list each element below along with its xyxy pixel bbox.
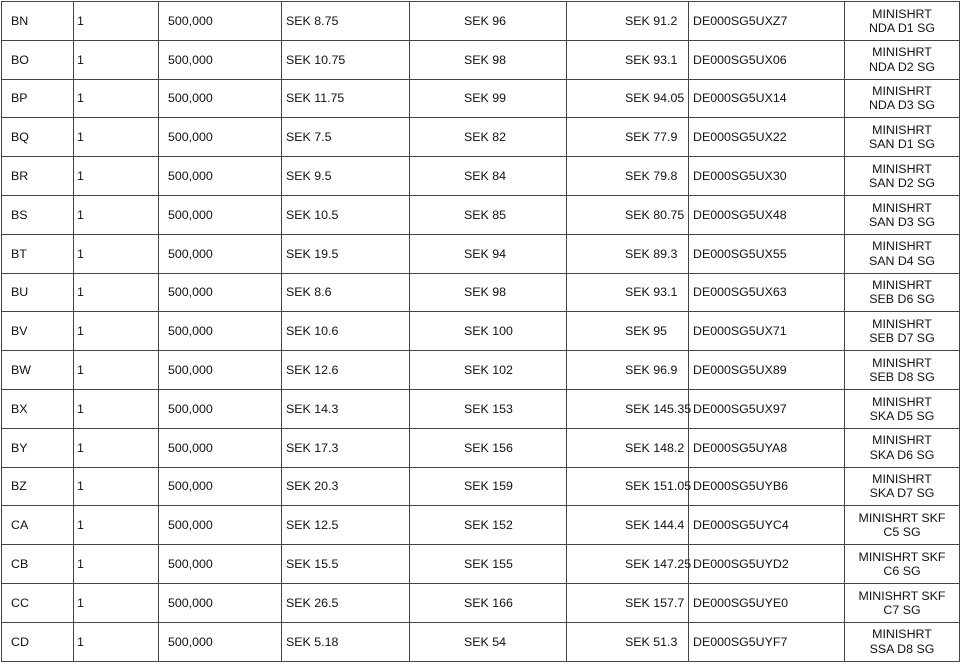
product-name-cell: [845, 312, 960, 351]
series-code-cell: BP: [2, 79, 74, 118]
cap-cell: SEK 96: [410, 2, 567, 41]
product-name-line2: SSA D8 SG: [869, 641, 935, 656]
ratio-cell: 1: [74, 506, 159, 545]
cap-cell: SEK 102: [410, 351, 567, 390]
amount-cell: 500,000: [159, 545, 282, 584]
amount-cell: 500,000: [159, 234, 282, 273]
table-row: [2, 118, 960, 157]
product-name-cell: [845, 118, 960, 157]
ratio-cell: 1: [74, 2, 159, 41]
product-name-line2: SKA D7 SG: [869, 486, 935, 501]
isin-cell: DE000SG5UYE0: [689, 583, 845, 622]
table-row: [2, 622, 960, 661]
table-row: [2, 467, 960, 506]
strike-cell: SEK 8.75: [282, 2, 410, 41]
isin-cell: DE000SG5UX22: [689, 118, 845, 157]
isin-cell: DE000SG5UX55: [689, 234, 845, 273]
barrier-cell: SEK 51.3: [567, 622, 689, 661]
strike-cell: SEK 9.5: [282, 157, 410, 196]
product-name-line2: SAN D3 SG: [868, 214, 936, 229]
product-name-line1: MINISHRT: [872, 355, 932, 370]
series-code-cell: BX: [2, 389, 74, 428]
cap-cell: SEK 156: [410, 428, 567, 467]
isin-cell: DE000SG5UX06: [689, 40, 845, 79]
series-code-cell: BV: [2, 312, 74, 351]
amount-cell: 500,000: [159, 389, 282, 428]
isin-cell: DE000SG5UX63: [689, 273, 845, 312]
product-name-line1: MINISHRT: [872, 472, 932, 487]
cap-cell: SEK 98: [410, 40, 567, 79]
ratio-cell: 1: [74, 467, 159, 506]
isin-cell: DE000SG5UX30: [689, 157, 845, 196]
product-name-line2: SAN D1 SG: [868, 137, 936, 152]
product-name-cell: [845, 428, 960, 467]
isin-cell: DE000SG5UYD2: [689, 545, 845, 584]
isin-cell: DE000SG5UYC4: [689, 506, 845, 545]
ratio-cell: 1: [74, 389, 159, 428]
series-code-cell: BO: [2, 40, 74, 79]
table-row: [2, 583, 960, 622]
product-name-cell: [845, 195, 960, 234]
strike-cell: SEK 7.5: [282, 118, 410, 157]
product-name-line2: SAN D4 SG: [868, 253, 936, 268]
barrier-cell: SEK 157.7: [567, 583, 689, 622]
product-name-cell: [845, 351, 960, 390]
isin-cell: DE000SG5UX48: [689, 195, 845, 234]
isin-cell: DE000SG5UX89: [689, 351, 845, 390]
series-code-cell: BR: [2, 157, 74, 196]
ratio-cell: 1: [74, 545, 159, 584]
barrier-cell: SEK 93.1: [567, 273, 689, 312]
product-name-line1: MINISHRT: [872, 278, 932, 293]
table-row: [2, 351, 960, 390]
ratio-cell: 1: [74, 157, 159, 196]
product-name-cell: [845, 545, 960, 584]
barrier-cell: SEK 91.2: [567, 2, 689, 41]
product-name-line1: MINISHRT: [872, 317, 932, 331]
series-code-cell: BS: [2, 195, 74, 234]
series-code-cell: CC: [2, 583, 74, 622]
ratio-cell: 1: [74, 583, 159, 622]
strike-cell: SEK 10.6: [282, 312, 410, 351]
product-name-line1: MINISHRT: [872, 45, 932, 60]
table-row: [2, 40, 960, 79]
amount-cell: 500,000: [159, 312, 282, 351]
cap-cell: SEK 155: [410, 545, 567, 584]
product-name-line1: MINISHRT SKF: [858, 510, 946, 525]
ratio-cell: 1: [74, 351, 159, 390]
table-row: [2, 506, 960, 545]
amount-cell: 500,000: [159, 583, 282, 622]
isin-cell: DE000SG5UYF7: [689, 622, 845, 661]
product-name-line2: SKA D6 SG: [869, 447, 935, 462]
cap-cell: SEK 85: [410, 195, 567, 234]
ratio-cell: 1: [74, 273, 159, 312]
table-row: [2, 234, 960, 273]
strike-cell: SEK 10.5: [282, 195, 410, 234]
barrier-cell: SEK 95: [567, 312, 689, 351]
product-name-line1: MINISHRT: [872, 200, 932, 215]
ratio-cell: 1: [74, 118, 159, 157]
barrier-cell: SEK 89.3: [567, 234, 689, 273]
strike-cell: SEK 8.6: [282, 273, 410, 312]
cap-cell: SEK 152: [410, 506, 567, 545]
product-name-line2: NDA D3 SG: [868, 98, 936, 113]
strike-cell: SEK 14.3: [282, 389, 410, 428]
ratio-cell: 1: [74, 79, 159, 118]
table-row: [2, 79, 960, 118]
barrier-cell: SEK 93.1: [567, 40, 689, 79]
product-name-line2: C7 SG: [883, 602, 921, 617]
product-name-line1: MINISHRT: [872, 433, 932, 448]
cap-cell: SEK 82: [410, 118, 567, 157]
isin-cell: DE000SG5UYB6: [689, 467, 845, 506]
ratio-cell: 1: [74, 234, 159, 273]
cap-cell: SEK 54: [410, 622, 567, 661]
barrier-cell: SEK 151.05: [567, 467, 689, 506]
barrier-cell: SEK 148.2: [567, 428, 689, 467]
product-name-cell: [845, 40, 960, 79]
cap-cell: SEK 153: [410, 389, 567, 428]
amount-cell: 500,000: [159, 157, 282, 196]
amount-cell: 500,000: [159, 79, 282, 118]
product-name-line1: MINISHRT SKF: [858, 588, 946, 603]
series-code-cell: CD: [2, 622, 74, 661]
product-name-cell: [845, 234, 960, 273]
product-name-line1: MINISHRT: [872, 123, 932, 138]
series-code-cell: BU: [2, 273, 74, 312]
strike-cell: SEK 10.75: [282, 40, 410, 79]
series-code-cell: BW: [2, 351, 74, 390]
product-name-cell: [845, 467, 960, 506]
product-name-cell: [845, 157, 960, 196]
ratio-cell: 1: [74, 428, 159, 467]
cap-cell: SEK 94: [410, 234, 567, 273]
cap-cell: SEK 99: [410, 79, 567, 118]
table-row: [2, 389, 960, 428]
table-body: [2, 2, 960, 662]
series-code-cell: CA: [2, 506, 74, 545]
isin-cell: DE000SG5UX71: [689, 312, 845, 351]
product-name-line2: SAN D2 SG: [868, 176, 936, 191]
securities-table: [1, 1, 960, 662]
ratio-cell: 1: [74, 312, 159, 351]
cap-cell: SEK 159: [410, 467, 567, 506]
barrier-cell: SEK 144.4: [567, 506, 689, 545]
strike-cell: SEK 15.5: [282, 545, 410, 584]
product-name-line1: MINISHRT: [872, 84, 932, 99]
amount-cell: 500,000: [159, 195, 282, 234]
strike-cell: SEK 12.5: [282, 506, 410, 545]
amount-cell: 500,000: [159, 273, 282, 312]
series-code-cell: BQ: [2, 118, 74, 157]
cap-cell: SEK 100: [410, 312, 567, 351]
series-code-cell: BT: [2, 234, 74, 273]
amount-cell: 500,000: [159, 622, 282, 661]
table-row: [2, 273, 960, 312]
product-name-line1: MINISHRT: [872, 627, 932, 642]
isin-cell: DE000SG5UX97: [689, 389, 845, 428]
table-row: [2, 2, 960, 41]
product-name-line1: MINISHRT: [872, 239, 932, 254]
amount-cell: 500,000: [159, 467, 282, 506]
strike-cell: SEK 26.5: [282, 583, 410, 622]
product-name-line1: MINISHRT: [872, 394, 932, 409]
product-name-line1: MINISHRT: [872, 6, 932, 21]
ratio-cell: 1: [74, 195, 159, 234]
series-code-cell: CB: [2, 545, 74, 584]
amount-cell: 500,000: [159, 428, 282, 467]
isin-cell: DE000SG5UXZ7: [689, 2, 845, 41]
product-name-line2: SEB D7 SG: [869, 331, 935, 346]
product-name-cell: [845, 389, 960, 428]
strike-cell: SEK 5.18: [282, 622, 410, 661]
product-name-line2: SEB D8 SG: [869, 370, 935, 385]
amount-cell: 500,000: [159, 118, 282, 157]
product-name-line2: SEB D6 SG: [869, 292, 935, 307]
table-row: [2, 157, 960, 196]
strike-cell: SEK 17.3: [282, 428, 410, 467]
amount-cell: 500,000: [159, 40, 282, 79]
barrier-cell: SEK 77.9: [567, 118, 689, 157]
product-name-cell: [845, 506, 960, 545]
strike-cell: SEK 12.6: [282, 351, 410, 390]
product-name-line2: C6 SG: [883, 564, 921, 579]
isin-cell: DE000SG5UYA8: [689, 428, 845, 467]
cap-cell: SEK 98: [410, 273, 567, 312]
product-name-line1: MINISHRT: [872, 161, 932, 176]
table-row: [2, 195, 960, 234]
product-name-cell: [845, 2, 960, 41]
barrier-cell: SEK 79.8: [567, 157, 689, 196]
isin-cell: DE000SG5UX14: [689, 79, 845, 118]
product-name-line2: NDA D1 SG: [868, 20, 936, 35]
table-row: [2, 545, 960, 584]
series-code-cell: BZ: [2, 467, 74, 506]
barrier-cell: SEK 94.05: [567, 79, 689, 118]
product-name-cell: [845, 622, 960, 661]
barrier-cell: SEK 80.75: [567, 195, 689, 234]
barrier-cell: SEK 96.9: [567, 351, 689, 390]
amount-cell: 500,000: [159, 506, 282, 545]
amount-cell: 500,000: [159, 2, 282, 41]
strike-cell: SEK 11.75: [282, 79, 410, 118]
product-name-line1: MINISHRT SKF: [858, 549, 946, 564]
series-code-cell: BY: [2, 428, 74, 467]
strike-cell: SEK 20.3: [282, 467, 410, 506]
series-code-cell: BN: [2, 2, 74, 41]
product-name-cell: [845, 273, 960, 312]
amount-cell: 500,000: [159, 351, 282, 390]
barrier-cell: SEK 145.35: [567, 389, 689, 428]
product-name-cell: [845, 583, 960, 622]
product-name-cell: [845, 79, 960, 118]
table-row: [2, 428, 960, 467]
ratio-cell: 1: [74, 40, 159, 79]
strike-cell: SEK 19.5: [282, 234, 410, 273]
product-name-line2: C5 SG: [883, 525, 921, 540]
cap-cell: SEK 166: [410, 583, 567, 622]
ratio-cell: 1: [74, 622, 159, 661]
product-name-line2: SKA D5 SG: [869, 408, 935, 423]
product-name-line2: NDA D2 SG: [868, 59, 936, 74]
barrier-cell: SEK 147.25: [567, 545, 689, 584]
table-row: [2, 312, 960, 351]
cap-cell: SEK 84: [410, 157, 567, 196]
